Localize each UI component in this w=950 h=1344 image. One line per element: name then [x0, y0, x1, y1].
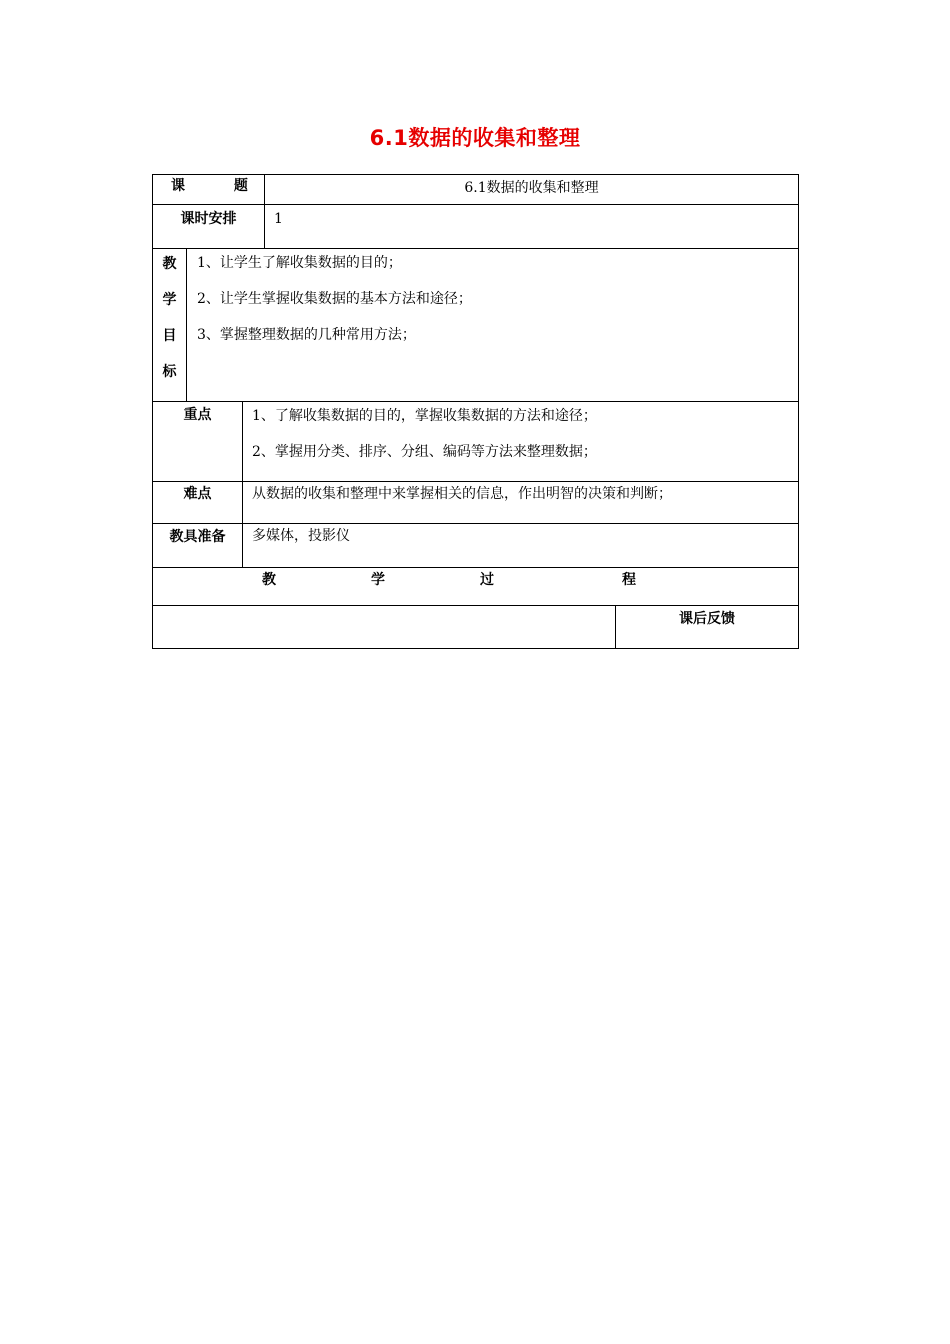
key-point-item: 1、了解收集数据的目的，掌握收集数据的方法和途径；: [252, 408, 597, 424]
process-content-cell: [153, 606, 616, 649]
difficulty-value: 从数据的收集和整理中来掌握相关的信息，作出明智的决策和判断；: [243, 482, 799, 524]
difficulty-row: [153, 482, 799, 524]
hours-label: 课时安排: [153, 205, 265, 249]
key-points-label: 重点: [153, 402, 243, 482]
topic-row: [153, 175, 799, 205]
goals-label: 教 学 目 标: [153, 249, 187, 402]
hours-value: 1: [265, 205, 799, 249]
process-heading: 教 学 过 程: [153, 568, 799, 606]
feedback-row: [153, 606, 799, 649]
goal-item: 3、掌握整理数据的几种常用方法；: [197, 327, 416, 343]
feedback-label: 课后反馈: [616, 606, 799, 649]
tools-value: 多媒体，投影仪: [243, 524, 799, 568]
goal-item: 2、让学生掌握收集数据的基本方法和途径；: [197, 291, 472, 307]
tools-row: [153, 524, 799, 568]
topic-label: 课 题: [153, 175, 265, 205]
key-points-row: [153, 402, 799, 482]
document-title: 6.1数据的收集和整理: [369, 126, 581, 150]
lesson-plan-table: [152, 174, 799, 649]
tools-label: 教具准备: [153, 524, 243, 568]
goals-list: [187, 249, 799, 402]
goals-row: [153, 249, 799, 402]
key-point-item: 2、掌握用分类、排序、分组、编码等方法来整理数据；: [252, 444, 597, 460]
process-row: [153, 568, 799, 606]
key-points-list: [243, 402, 799, 482]
goal-item: 1、让学生了解收集数据的目的；: [197, 255, 402, 271]
topic-value: 6.1数据的收集和整理: [265, 175, 799, 205]
hours-row: [153, 205, 799, 249]
difficulty-label: 难点: [153, 482, 243, 524]
